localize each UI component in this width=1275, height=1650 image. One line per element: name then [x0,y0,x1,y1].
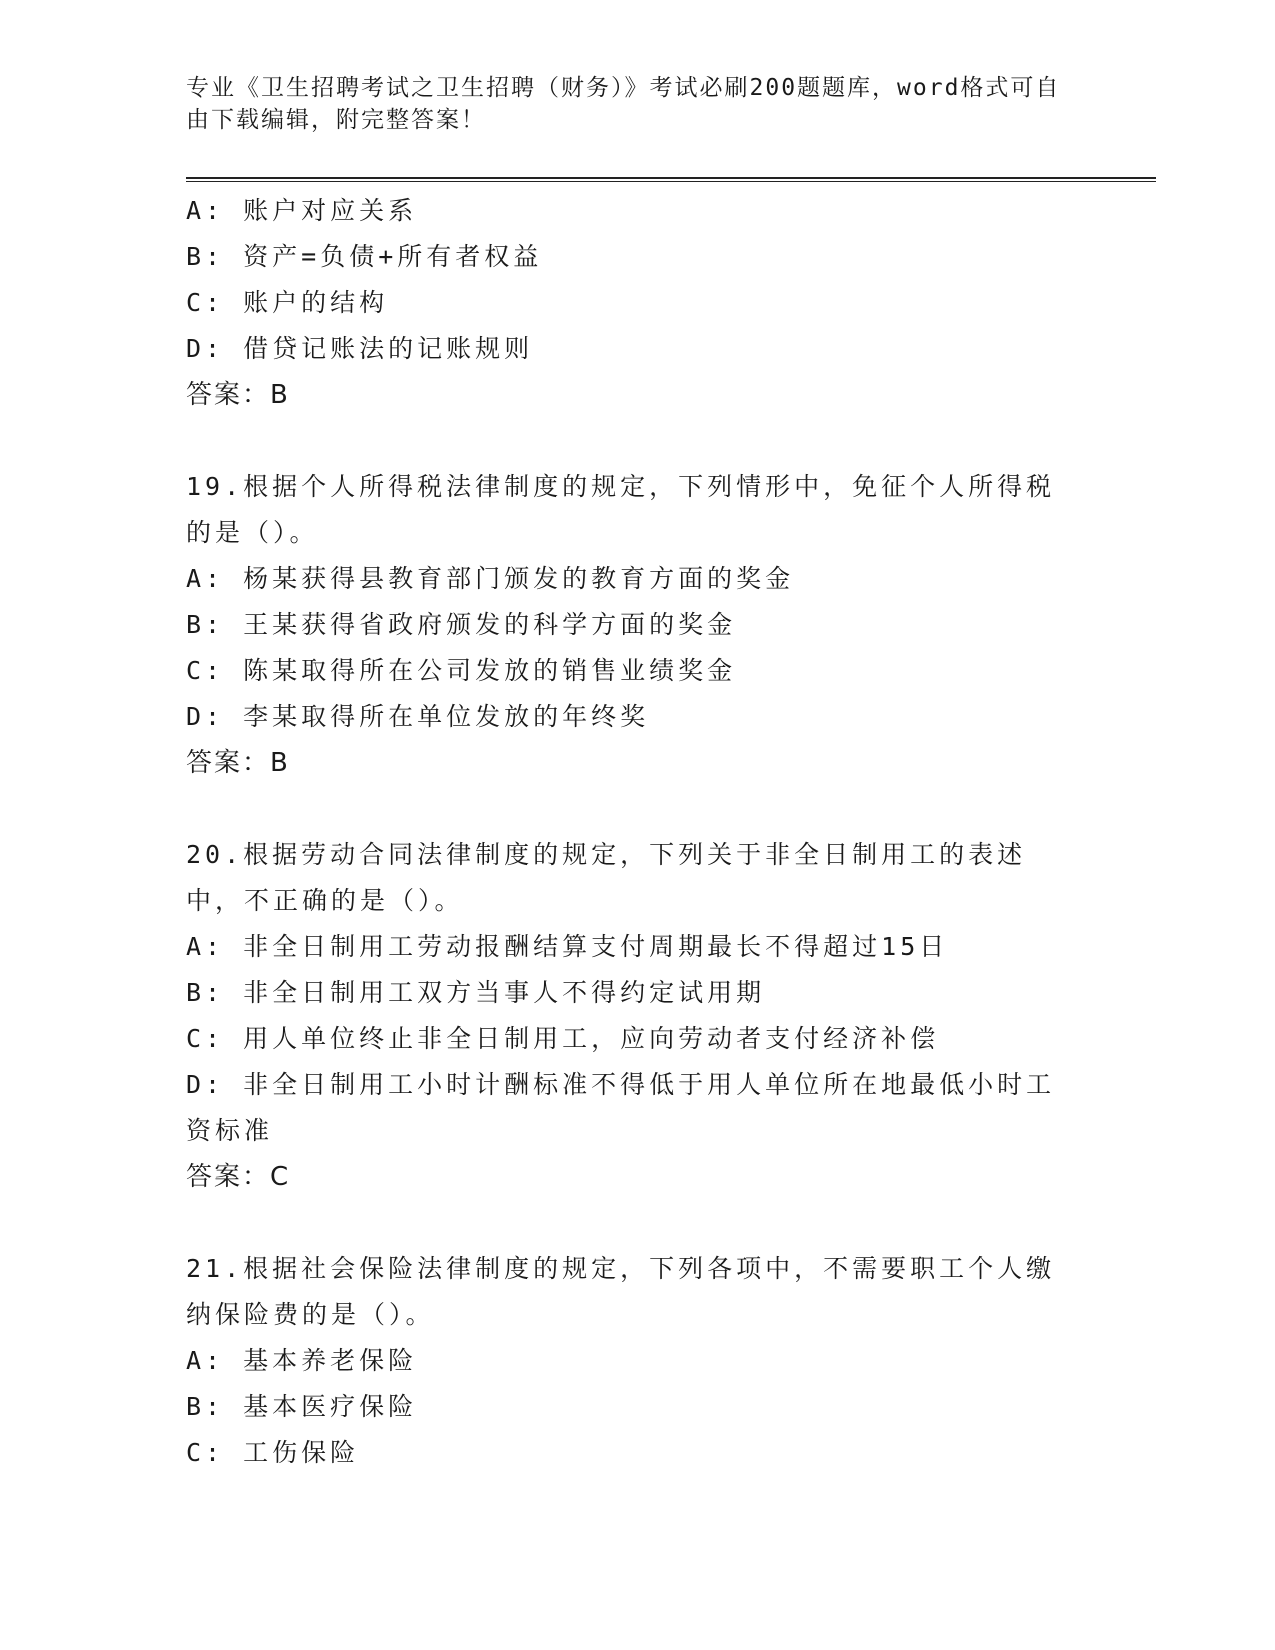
option-a: A: 账户对应关系 [186,196,418,225]
header-divider [186,177,1156,182]
question-stem: 19.根据个人所得税法律制度的规定，下列情形中，免征个人所得税的是（）。 [186,472,1056,547]
option-c: C: 陈某取得所在公司发放的销售业绩奖金 [186,656,737,685]
option-d: D: 李某取得所在单位发放的年终奖 [186,702,650,731]
option-b: B: 王某获得省政府颁发的科学方面的奖金 [186,610,737,639]
option-b: B: 非全日制用工双方当事人不得约定试用期 [186,978,766,1007]
option-a: A: 非全日制用工劳动报酬结算支付周期最长不得超过15日 [186,932,949,961]
option-b: B: 基本医疗保险 [186,1392,418,1421]
answer-line: 答案：B [186,748,290,778]
option-b: B: 资产=负债+所有者权益 [186,242,543,271]
option-d: D: 借贷记账法的记账规则 [186,334,534,363]
document-header: 专业《卫生招聘考试之卫生招聘（财务）》考试必刷200题题库，word格式可自由下载编辑，附完整答案！ [186,75,1061,133]
question-20 [186,832,1086,1200]
question-stem: 20.根据劳动合同法律制度的规定，下列关于非全日制用工的表述中，不正确的是（）。 [186,840,1027,915]
option-c: C: 用人单位终止非全日制用工，应向劳动者支付经济补偿 [186,1024,940,1053]
document-content [186,188,1086,1476]
answer-line: 答案：B [186,380,290,410]
option-a: A: 基本养老保险 [186,1346,418,1375]
option-a: A: 杨某获得县教育部门颁发的教育方面的奖金 [186,564,795,593]
option-c: C: 账户的结构 [186,288,389,317]
prev-question-block [186,188,1086,418]
answer-line: 答案：C [186,1162,291,1192]
question-stem: 21.根据社会保险法律制度的规定，下列各项中，不需要职工个人缴纳保险费的是（）。 [186,1254,1056,1329]
option-d: D: 非全日制用工小时计酬标准不得低于用人单位所在地最低小时工资标准 [186,1070,1056,1145]
question-19 [186,464,1086,786]
document-page [186,0,1156,1650]
option-c: C: 工伤保险 [186,1438,360,1467]
question-21 [186,1246,1086,1476]
